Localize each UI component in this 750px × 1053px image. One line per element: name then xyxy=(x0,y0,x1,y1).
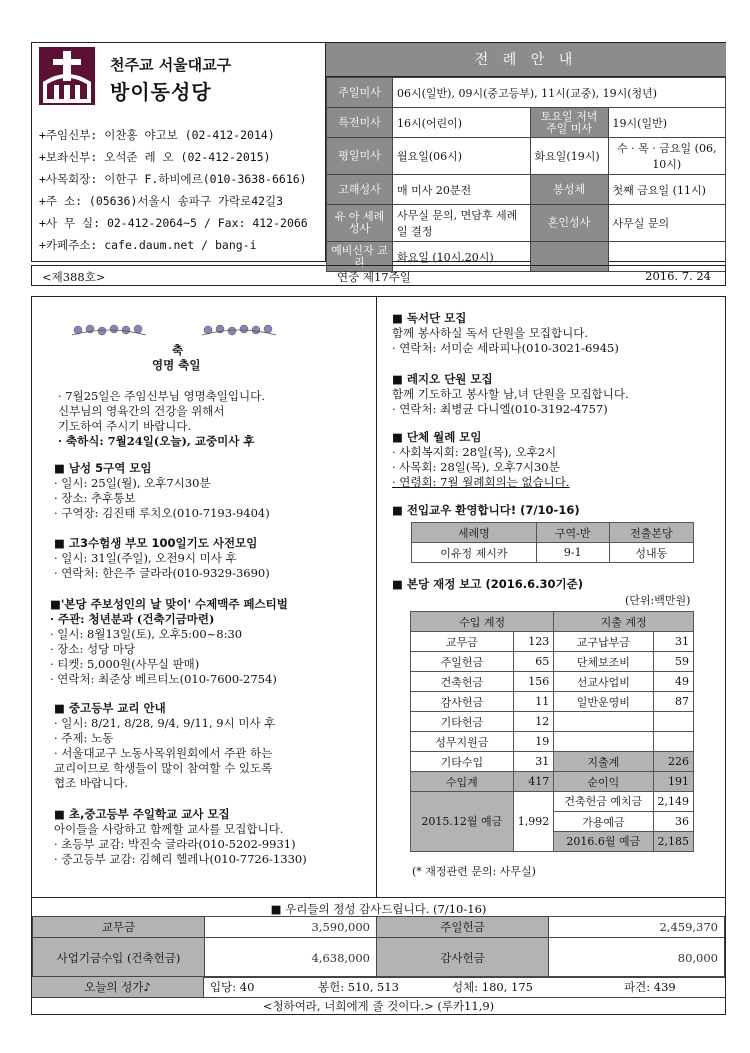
table-row xyxy=(411,652,694,672)
contact-pastor: +주임신부: 이찬홍 야고보 (02-412-2014) xyxy=(39,128,275,142)
deposit-2015-label: 2015.12월 예금 xyxy=(411,792,514,852)
issue-date: 2016. 7. 24 xyxy=(645,269,711,283)
welcome-table xyxy=(411,522,694,563)
weekday-mass-label: 평일미사 xyxy=(327,138,393,175)
section-line: 교리이므로 학생들이 많이 참여할 수 있도록 xyxy=(54,761,273,775)
section-line: · 장소: 추후통보 xyxy=(54,491,136,505)
section-line: · 연령회: 7월 월례회의는 없습니다. xyxy=(392,475,570,489)
section-line: · 일시: 8/21, 8/28, 9/4, 9/11, 9시 미사 후 xyxy=(54,716,276,730)
empty-cell xyxy=(653,732,694,752)
mass-schedule xyxy=(325,43,726,269)
income-label: 감사헌금 xyxy=(411,692,514,712)
contact-cafe: +카페주소: cafe.daum.net / bang-i xyxy=(39,238,257,252)
section-line: 협조 바랍니다. xyxy=(54,776,128,790)
adoration-value: 첫째 금요일 (11시) xyxy=(608,175,725,205)
income-label: 기타수입 xyxy=(411,752,514,772)
beer-festival xyxy=(50,597,288,687)
welcome-parish: 성내동 xyxy=(609,543,693,563)
section-line: · 주관: 청년분과 (건축기금마련) xyxy=(50,612,215,626)
special-mass-label: 특전미사 xyxy=(327,108,393,138)
finance-title xyxy=(392,577,583,592)
confession-label: 고해성사 xyxy=(327,175,393,205)
section-line: · 중고등부 교감: 김혜리 헬레나(010-7726-1330) xyxy=(54,852,307,866)
table-row xyxy=(411,732,694,752)
parish-info xyxy=(32,43,324,261)
issue-number: <제388호> xyxy=(42,270,106,284)
bulletin-header xyxy=(31,42,726,269)
feast-line: · 축하식: 7월24일(오늘), 교중미사 후 xyxy=(58,434,255,448)
table-row xyxy=(411,712,694,732)
offering-table xyxy=(32,916,725,978)
section-line: · 주제: 노동 xyxy=(54,731,114,745)
hymn-offertory: 봉헌: 510, 513 xyxy=(318,980,399,994)
income-head: 수입 계정 xyxy=(411,612,554,632)
section-line: · 초등부 교감: 박진숙 글라라(010-5202-9931) xyxy=(54,837,296,851)
offering-thanks-title: ■ 우리들의 정성 감사드립니다. (7/10-16) xyxy=(270,902,487,916)
table-row xyxy=(33,938,725,978)
feast-title-1: 축 xyxy=(172,343,184,357)
empty-cell xyxy=(554,712,653,732)
sunday-mass-value: 06시(일반), 09시(중고등부), 11시(교중), 19시(청년) xyxy=(393,78,726,108)
marriage-label: 혼인성사 xyxy=(530,205,608,242)
section-title: ■ 초,중고등부 주일학교 교사 모집 xyxy=(54,807,230,821)
section-line: 함께 기도하고 봉사할 남,녀 단원을 모집합니다. xyxy=(392,387,629,401)
hymn-recessional: 파견: 439 xyxy=(624,980,676,994)
section-title: ■ 전입교우 환영합니다! (7/10-16) xyxy=(392,503,580,517)
income-value: 156 xyxy=(513,672,554,692)
net-income-value: 191 xyxy=(653,772,694,792)
expense-label: 단체보조비 xyxy=(554,652,653,672)
expense-label: 일반운영비 xyxy=(554,692,653,712)
section-line: · 일시: 8월13일(토), 오후5:00~8:30 xyxy=(50,627,243,641)
section-title: ■'본당 주보성인의 날 맞이' 수제맥주 페스티벌 xyxy=(50,597,288,611)
catechumen-value: 화요일 (10시,20시) xyxy=(393,242,531,272)
section-title: ■ 레지오 단원 모집 xyxy=(392,372,493,386)
contact-address: +주 소: (05636)서울시 송파구 가락로42길3 xyxy=(39,194,284,208)
table-row xyxy=(411,792,694,812)
expense-value: 87 xyxy=(653,692,694,712)
scripture-quote: <청하여라, 너희에게 줄 것이다.> (루카11,9) xyxy=(32,997,725,1014)
income-total-value: 417 xyxy=(513,772,554,792)
section-line: · 사목회: 28일(목), 오후7시30분 xyxy=(392,460,560,474)
issue-bar xyxy=(31,265,726,286)
expense-head: 지출 계정 xyxy=(554,612,694,632)
section-line: · 사회복지회: 28일(목), 오후2시 xyxy=(392,445,557,459)
parish-name: 방이동성당 xyxy=(110,80,212,104)
table-row xyxy=(33,917,725,938)
sunday-mass-label: 주일미사 xyxy=(327,78,393,108)
flower-ornament-icon xyxy=(70,323,148,337)
adoration-label: 봉성체 xyxy=(530,175,608,205)
contact-council: +사목회장: 이한구 F.하비에르(010-3638-6616) xyxy=(39,172,307,186)
income-label: 건축헌금 xyxy=(411,672,514,692)
section-line: · 일시: 25일(월), 오후7시30분 xyxy=(54,476,211,490)
building-deposit-label: 건축헌금 예치금 xyxy=(554,792,653,812)
section-line: · 연락처: 최준상 베르티노(010-7600-2754) xyxy=(50,672,277,686)
catechumen-label: 예비신자 교 리 xyxy=(327,242,393,272)
finance-note: (* 재정관련 문의: 사무실) xyxy=(412,865,536,878)
section-line: · 연락처: 최병균 다니엘(010-3192-4757) xyxy=(392,402,608,416)
exam-parents-prayer xyxy=(54,536,270,581)
welcome-title xyxy=(392,503,580,518)
thanksgiving-label: 감사헌금 xyxy=(377,938,549,978)
parish-logo-icon xyxy=(39,47,95,105)
income-value: 11 xyxy=(513,692,554,712)
building-fund-value: 4,638,000 xyxy=(205,938,377,978)
welcome-head-name: 세례명 xyxy=(412,523,537,543)
expense-value: 49 xyxy=(653,672,694,692)
section-title: ■ 단체 월례 모임 xyxy=(392,430,482,444)
hymn-entrance: 입당: 40 xyxy=(210,980,255,994)
hymns-row xyxy=(32,976,725,996)
feast-title-2: 영명 축일 xyxy=(152,358,201,372)
infant-baptism-label: 유 아 세례성사 xyxy=(327,205,393,242)
section-line: · 티켓: 5,000원(사무실 판매) xyxy=(50,657,200,671)
saturday-mass-value: 19시(일반) xyxy=(608,108,725,138)
section-title: ■ 독서단 모집 xyxy=(392,311,467,325)
feast-line: 기도하여 주시기 바랍니다. xyxy=(58,419,192,433)
income-value: 123 xyxy=(513,632,554,652)
thanksgiving-value: 80,000 xyxy=(549,938,725,978)
section-line: · 연락처: 한은주 글라라(010-9329-3690) xyxy=(54,566,270,580)
legio-recruitment xyxy=(392,372,629,417)
youth-catechism xyxy=(54,701,275,791)
empty-cell xyxy=(554,732,653,752)
section-title: ■ 고3수험생 부모 100일기도 사전모임 xyxy=(54,536,258,550)
expense-label: 선교사업비 xyxy=(554,672,653,692)
feast-line: · 7월25일은 주임신부님 영명축일입니다. xyxy=(58,389,265,403)
tithe-value: 3,590,000 xyxy=(205,917,377,938)
special-mass-value: 16시(어린이) xyxy=(393,108,531,138)
deposit-2016-value: 2,185 xyxy=(653,832,694,852)
section-line: · 연락처: 서미순 세라피나(010-3021-6945) xyxy=(392,341,619,355)
teacher-recruitment xyxy=(54,807,307,867)
income-label: 교무금 xyxy=(411,632,514,652)
weekday-wed-fri: 수 · 목 · 금요일 (06, 10시) xyxy=(608,138,725,175)
empty-cell xyxy=(653,712,694,732)
mass-schedule-table xyxy=(326,77,726,272)
hymn-communion: 성체: 180, 175 xyxy=(452,980,533,994)
income-value: 12 xyxy=(513,712,554,732)
expense-value: 59 xyxy=(653,652,694,672)
welcome-district: 9-1 xyxy=(536,543,609,563)
section-line: · 구역장: 김진태 루치오(010-7193-9404) xyxy=(54,506,270,520)
welcome-head-parish: 전출본당 xyxy=(609,523,693,543)
section-line: · 장소: 성당 마당 xyxy=(50,642,136,656)
table-row xyxy=(411,752,694,772)
men-district-5-meeting xyxy=(54,461,270,521)
welcome-head-district: 구역-반 xyxy=(536,523,609,543)
section-title: ■ 남성 5구역 모임 xyxy=(54,461,152,475)
expense-total-value: 226 xyxy=(653,752,694,772)
building-fund-label: 사업기금수입 (건축헌금) xyxy=(33,938,205,978)
finance-table xyxy=(410,611,694,852)
table-row xyxy=(411,672,694,692)
income-value: 31 xyxy=(513,752,554,772)
contact-office: +사 무 실: 02-412-2064~5 / Fax: 412-2066 xyxy=(39,216,308,230)
mass-schedule-title: 전 례 안 내 xyxy=(326,43,726,77)
liturgical-week: 연중 제17주일 xyxy=(337,270,411,284)
flower-ornament-icon xyxy=(200,323,278,337)
building-deposit-value: 2,149 xyxy=(653,792,694,812)
marriage-value: 사무실 문의 xyxy=(608,205,725,242)
welcome-name: 이유정 제시카 xyxy=(412,543,537,563)
saturday-mass-label: 토요일 저녁 주일 미사 xyxy=(530,108,608,138)
available-deposit-label: 가용예금 xyxy=(554,812,653,832)
feast-notice xyxy=(58,389,265,449)
infant-baptism-value: 사무실 문의, 면담후 세례일 결정 xyxy=(393,205,531,242)
available-deposit-value: 36 xyxy=(653,812,694,832)
section-title: ■ 본당 재정 보고 (2016.6.30기준) xyxy=(392,577,584,591)
section-divider xyxy=(32,897,725,898)
expense-total-label: 지출계 xyxy=(554,752,653,772)
income-value: 65 xyxy=(513,652,554,672)
section-line: · 서울대교구 노동사목위원회에서 주관 하는 xyxy=(54,746,273,760)
sunday-offering-value: 2,459,370 xyxy=(549,917,725,938)
expense-value: 31 xyxy=(653,632,694,652)
income-label: 주일헌금 xyxy=(411,652,514,672)
group-monthly-meeting xyxy=(392,430,570,490)
income-total-label: 수입계 xyxy=(411,772,514,792)
finance-unit: (단위:백만원) xyxy=(625,594,691,607)
lector-recruitment xyxy=(392,311,619,356)
column-divider xyxy=(376,297,377,897)
expense-label: 교구납부금 xyxy=(554,632,653,652)
hymns-label: 오늘의 성가♪ xyxy=(32,977,204,997)
tithe-label: 교무금 xyxy=(33,917,205,938)
deposit-2016-label: 2016.6월 예금 xyxy=(554,832,653,852)
weekday-monday: 월요일(06시) xyxy=(393,138,531,175)
section-title: ■ 중고등부 교리 안내 xyxy=(54,701,166,715)
confession-value: 매 미사 20분전 xyxy=(393,175,531,205)
deposit-2015-value: 1,992 xyxy=(513,792,554,852)
feast-line: 신부님의 영육간의 건강을 위해서 xyxy=(58,404,225,418)
section-line: · 일시: 31일(주일), 오전9시 미사 후 xyxy=(54,551,237,565)
income-label: 성무지원금 xyxy=(411,732,514,752)
contact-assistant: +보좌신부: 오석준 레 오 (02-412-2015) xyxy=(39,150,271,164)
section-line: 함께 봉사하실 독서 단원을 모집합니다. xyxy=(392,326,589,340)
section-line: 아이들을 사랑하고 함께할 교사를 모집합니다. xyxy=(54,822,284,836)
table-row xyxy=(411,772,694,792)
table-row xyxy=(411,692,694,712)
income-label: 기타헌금 xyxy=(411,712,514,732)
weekday-tuesday: 화요일(19시) xyxy=(530,138,608,175)
income-value: 19 xyxy=(513,732,554,752)
table-row xyxy=(411,632,694,652)
sunday-offering-label: 주일헌금 xyxy=(377,917,549,938)
diocese-name: 천주교 서울대교구 xyxy=(110,56,232,74)
net-income-label: 순이익 xyxy=(554,772,653,792)
table-row xyxy=(412,543,694,563)
bulletin-body xyxy=(31,296,726,1015)
